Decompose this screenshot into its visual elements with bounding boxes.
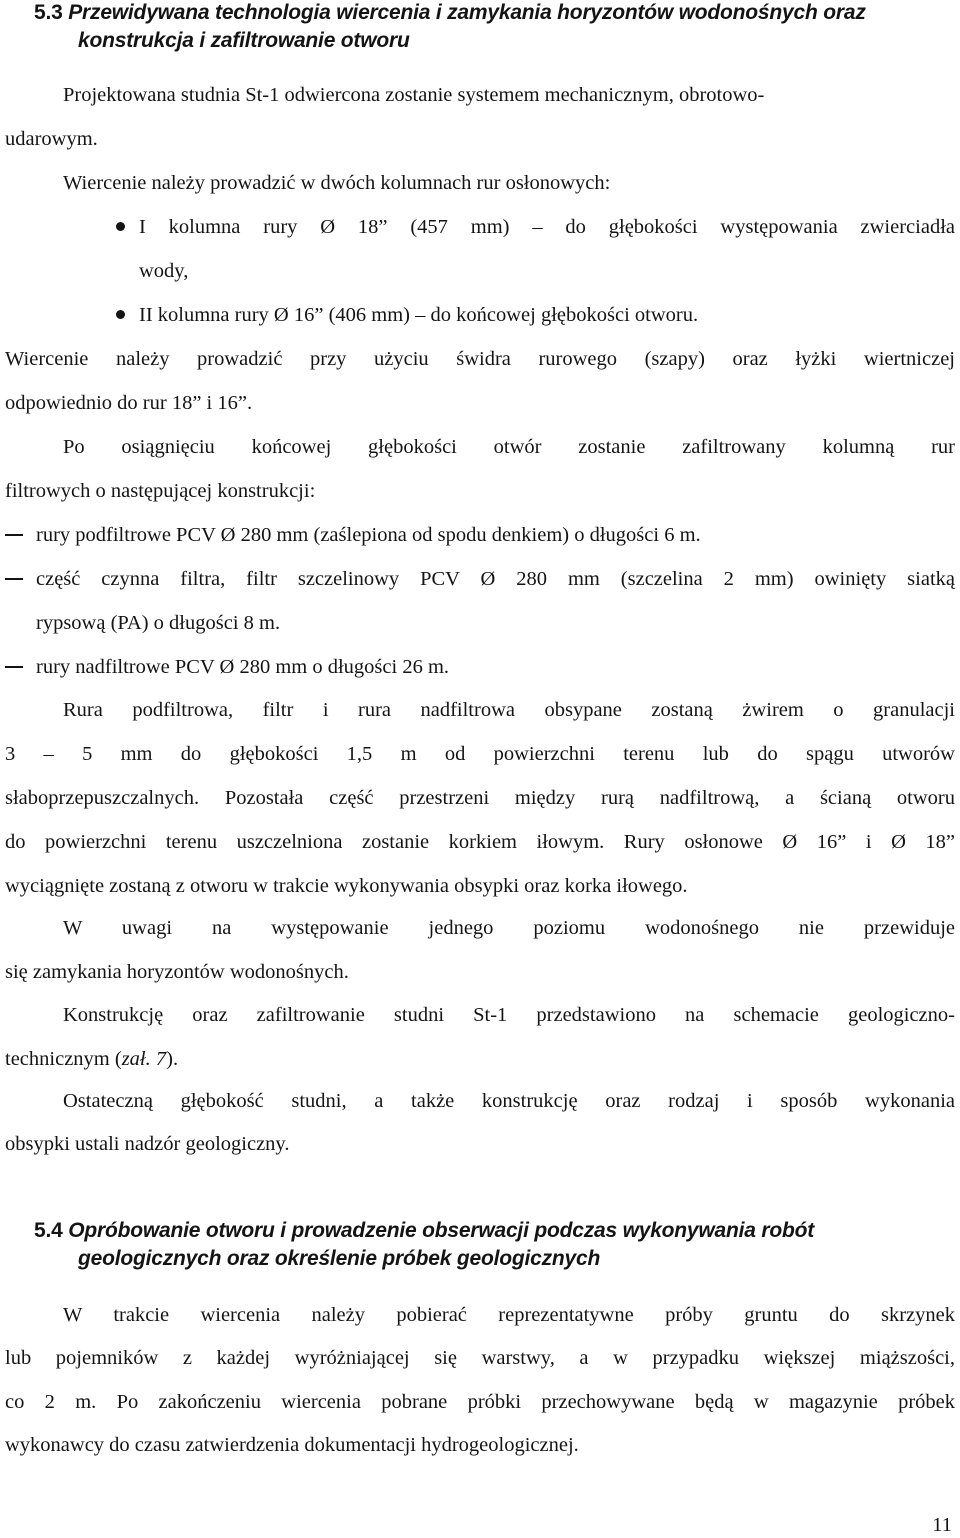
paragraph-text: ). <box>166 1048 179 1070</box>
paragraph-line: obsypki ustali nadzór geologiczny. <box>5 1133 290 1155</box>
paragraph-line: udarowym. <box>5 128 98 150</box>
section-number: 5.3 <box>34 1 63 24</box>
dash-item-line: część czynna filtra, filtr szczelinowy PCV Ø 280 mm (szczelina 2 mm) owinięty siatką <box>36 568 955 590</box>
bullet-line: I kolumna rury Ø 18” (457 mm) – do głębokości występowania zwierciadła <box>139 216 955 238</box>
paragraph-line: Ostateczną głębokość studni, a także konstrukcję oraz rodzaj i sposób wykonania <box>63 1090 955 1112</box>
section-title-line: Opróbowanie otworu i prowadzenie obserwacji podczas wykonywania robót <box>68 1219 815 1242</box>
dash-item-line: rury podfiltrowe PCV Ø 280 mm (zaślepiona od spodu denkiem) o długości 6 m. <box>36 524 701 546</box>
section-heading-5-4-cont <box>78 1244 600 1273</box>
paragraph-line: filtrowych o następującej konstrukcji: <box>5 480 316 502</box>
page-number: 11 <box>932 1514 952 1536</box>
paragraph-line: wykonawcy do czasu zatwierdzenia dokumentacji hydrogeologicznej. <box>5 1434 579 1456</box>
dash-icon <box>5 666 23 668</box>
bullet-line: wody, <box>139 260 189 282</box>
paragraph-line: odpowiednio do rur 18” i 16”. <box>5 392 253 414</box>
section-number: 5.4 <box>34 1219 63 1242</box>
section-heading-5-3 <box>34 0 866 27</box>
paragraph-line: Po osiągnięciu końcowej głębokości otwór zostanie zafiltrowany kolumną rur <box>63 436 955 458</box>
paragraph-line: Wiercenie należy prowadzić przy użyciu świdra rurowego (szapy) oraz łyżki wiertniczej <box>5 348 955 370</box>
bullet-icon <box>116 310 125 319</box>
paragraph-line: 3 – 5 mm do głębokości 1,5 m od powierzchni terenu lub do spągu utworów <box>5 743 955 765</box>
dash-item-line: rury nadfiltrowe PCV Ø 280 mm o długości 26 m. <box>36 656 450 678</box>
paragraph-line: wyciągnięte zostaną z otworu w trakcie wykonywania obsypki oraz korka iłowego. <box>5 875 688 897</box>
paragraph-line: co 2 m. Po zakończeniu wiercenia pobrane próbki przechowywane będą w magazynie próbek <box>5 1391 955 1413</box>
paragraph-line: W uwagi na występowanie jednego poziomu wodonośnego nie przewiduje <box>63 917 955 939</box>
section-title-line: Przewidywana technologia wiercenia i zamykania horyzontów wodonośnych oraz <box>68 1 866 24</box>
paragraph-line: W trakcie wiercenia należy pobierać reprezentatywne próby gruntu do skrzynek <box>63 1304 955 1326</box>
section-title-line: konstrukcja i zafiltrowanie otworu <box>78 29 410 52</box>
paragraph-line <box>5 1046 178 1072</box>
paragraph-line: lub pojemników z każdej wyróżniającej się warstwy, a w przypadku większej miąższości, <box>5 1347 955 1369</box>
section-heading-5-3-cont <box>78 26 410 55</box>
paragraph-line: Wiercenie należy prowadzić w dwóch kolumnach rur osłonowych: <box>63 172 611 194</box>
dash-item-line: rypsową (PA) o długości 8 m. <box>36 612 281 634</box>
paragraph-line: słaboprzepuszczalnych. Pozostała część przestrzeni między rurą nadfiltrową, a ścianą otworu <box>5 787 955 809</box>
bullet-line: II kolumna rury Ø 16” (406 mm) – do końcowej głębokości otworu. <box>139 304 699 326</box>
paragraph-line: Rura podfiltrowa, filtr i rura nadfiltrowa obsypane zostaną żwirem o granulacji <box>63 699 955 721</box>
paragraph-line: się zamykania horyzontów wodonośnych. <box>5 961 349 983</box>
section-heading-5-4 <box>34 1216 814 1245</box>
paragraph-line: Projektowana studnia St-1 odwiercona zostanie systemem mechanicznym, obrotowo- <box>63 84 765 106</box>
dash-icon <box>5 534 23 536</box>
dash-icon <box>5 578 23 580</box>
paragraph-line: Konstrukcję oraz zafiltrowanie studni St-1 przedstawiono na schemacie geologiczno- <box>63 1004 955 1026</box>
bullet-icon <box>116 222 125 231</box>
attachment-reference: zał. 7 <box>121 1048 167 1070</box>
section-title-line: geologicznych oraz określenie próbek geologicznych <box>78 1247 601 1270</box>
paragraph-line: do powierzchni terenu uszczelniona zostanie korkiem iłowym. Rury osłonowe Ø 16” i Ø 18” <box>5 831 955 853</box>
paragraph-text: technicznym ( <box>5 1048 122 1070</box>
